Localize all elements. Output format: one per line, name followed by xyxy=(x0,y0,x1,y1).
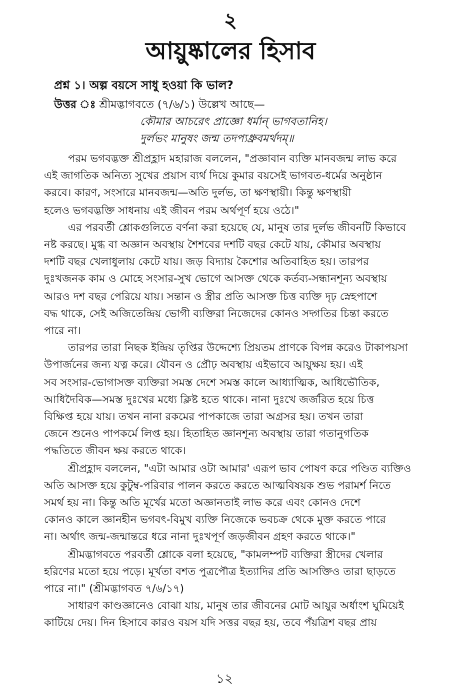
paragraph xyxy=(44,220,417,340)
chapter-title: আয়ুষ্কালের হিসাব xyxy=(145,37,316,65)
text-line: অতি আসক্ত হয়ে কুটুম্ব-পরিবার পালন করতে করতে আত্মবিষয়ক শুভ পরামর্শ নিতে xyxy=(44,479,391,492)
text-line: না। অর্থাৎ জন্ম-জন্মান্তরে ধরে নানা দুঃখপূর্ণ জড়জীবন গ্রহণ করতে থাকে।" xyxy=(44,531,356,544)
verse-block xyxy=(44,113,417,147)
text-line: করবে। কারণ, সংসারে মানবজন্ম—অতি দুর্লভ, তা ক্ষণস্থায়ী। কিন্তু ক্ষণস্থায়ী xyxy=(44,187,352,200)
text-line: জেনে শুনেও পাপকর্মে লিপ্ত হয়। হিতাহিত জ্ঞানশূন্য অবস্থায় তারা গতানুগতিক xyxy=(44,428,369,441)
text-line: সাধারণ কাণ্ডজ্ঞানেও বোঝা যায়, মানুষ তার জীবনের মোট আয়ুর অর্ধাংশ ঘুমিয়েই xyxy=(68,600,404,613)
text-line: দশটি বছর খেলাধুলায় কেটে যায়। জড় বিদ্যায় কৈশোর অতিবাহিত হয়। তারপর xyxy=(44,256,369,269)
text-line: এর পরবর্তী শ্লোকগুলিতে বর্ণনা করা হয়েছে যে, মানুষ তার দুর্লভ জীবনটি কিভাবে xyxy=(68,221,406,234)
page-number: ১২ xyxy=(216,672,233,687)
paragraph xyxy=(44,340,417,460)
text-line: পারে না।" (শ্রীমদ্ভাগবত ৭/৬/১৭) xyxy=(44,583,185,596)
paragraph xyxy=(44,547,417,599)
answer-intro-line xyxy=(54,96,417,113)
text-line: উপার্জনের জন্য যত্ন করে। যৌবন ও প্রৌঢ় অবস্থায় এইভাবে আয়ুক্ষয় হয়। এই xyxy=(44,359,363,372)
text-line: পদ্ধতিতে জীবন ক্ষয় করতে থাকে। xyxy=(44,445,187,458)
text-line: পরম ভগবদ্ভক্ত শ্রীপ্রহ্লাদ মহারাজ বললেন, "প্রজ্ঞাবান ব্যক্তি মানবজন্ম লাভ করে xyxy=(68,153,397,165)
answer-intro-text: শ্রীমদ্ভাগবতে (৭/৬/১) উল্লেখ আছে— xyxy=(99,98,265,111)
paragraph xyxy=(44,461,417,547)
question-heading: প্রশ্ন ১। অল্প বয়সে সাধু হওয়া কি ভাল? xyxy=(54,78,234,92)
text-line: এই জাগতিক অনিত্য সুখের প্রয়াস ব্যর্থ দিয়ে কুমার বয়সেই ভাগবত-ধর্মের অনুষ্ঠান xyxy=(44,170,383,183)
text-line: বিক্ষিপ্ত হয়ে যায়। তখন নানা রকমের পাপকাজে তারা অগ্রসর হয়। তখন তারা xyxy=(44,411,364,424)
text-line: দুঃখজনক কাম ও মোহে সংসার-সুখ ভোগে আসক্ত থেকে কর্তব্য-সন্ধানশূন্য অবস্থায় xyxy=(44,273,388,286)
text-line: সমর্থ হয় না। কিন্তু অতি মূর্খের মতো অজ্ঞানতাই লাভ করে এবং কোনও দেশে xyxy=(44,497,361,510)
answer-label: উত্তর ঃ xyxy=(54,98,96,111)
text-line: হরিণের মতো হয়ে পড়ে। মূর্খতা বশত পুত্রপৌত্র ইত্যাদির প্রতি আসক্তিও তারা ছাড়তে xyxy=(44,565,396,578)
text-line: কাটিয়ে দেয়। দিন হিসাবে কারও বয়স যদি সত্তর বছর হয়, তবে পঁয়ত্রিশ বছর প্রায় xyxy=(44,617,377,630)
paragraph xyxy=(44,598,417,632)
text-line: পারে না। xyxy=(44,325,81,338)
chapter-number: ২ xyxy=(223,8,237,32)
text-line: বদ্ধ থাকে, সেই অজিতেন্দ্রিয় ভোগী ব্যক্তিরা নিজেদের কোনও সদ্গতির চিন্তা করতে xyxy=(44,307,389,320)
text-line: আরও দশ বছর পেরিয়ে যায়। সন্তান ও স্ত্রীর প্রতি আসক্ত চিত্ত ব্যক্তি দৃঢ় স্নেহপাশে xyxy=(44,290,378,303)
verse-line: দুর্লভং মানুষং জন্ম তদপ্যধ্রুবমর্থদম্॥ xyxy=(140,132,294,145)
verse-line: কৌমার আচরেৎ প্রাজ্ঞো ধর্মান্ ভাগবতানিহ। xyxy=(140,115,327,128)
text-line: নষ্ট করছে। মুগ্ধ বা অজ্ঞান অবস্থায় শৈশবের দশটি বছর কেটে যায়, কৌমার অবস্থায় xyxy=(44,239,381,252)
text-line: কোনও কালে জ্ঞানহীন ভগবৎ-বিমুখ ব্যক্তি নিজেকে ভবচক্র থেকে মুক্ত করতে পারে xyxy=(44,514,386,527)
text-line: শ্রীপ্রহ্লাদ বললেন, "এটা আমার ওটা আমার' এরূপ ভাব পোষণ করে পণ্ডিত ব্যক্তিও xyxy=(68,462,412,475)
text-line: সব সংসার-ভোগাসক্ত ব্যক্তিরা সমস্ত দেশে সমস্ত কালে আধ্যাত্মিক, আধিভৌতিক, xyxy=(44,376,380,389)
text-line: আধিদৈবিক—সমস্ত দুঃখের মধ্যে ক্লিষ্ট হতে থাকে। নানা দুঃখে জর্জরিত হয়ে চিত্ত xyxy=(44,393,375,406)
paragraph xyxy=(44,151,417,220)
text-line: তারপর তারা নিছক ইন্দ্রিয় তৃপ্তির উদ্দেশ্যে প্রিয়তম প্রাণকে বিপন্ন করেও টাকাপয়সা xyxy=(68,342,408,355)
text-line: হলেও ভগবদ্ভক্তি সাধনায় এই জীবন পরম অর্থপূর্ণ হয়ে ওঠে।" xyxy=(44,204,300,217)
text-line: শ্রীমদ্ভাগবতে পরবর্তী শ্লোকে বলা হয়েছে, "কামলম্পট ব্যক্তিরা স্ত্রীদের খেলার xyxy=(68,548,383,561)
